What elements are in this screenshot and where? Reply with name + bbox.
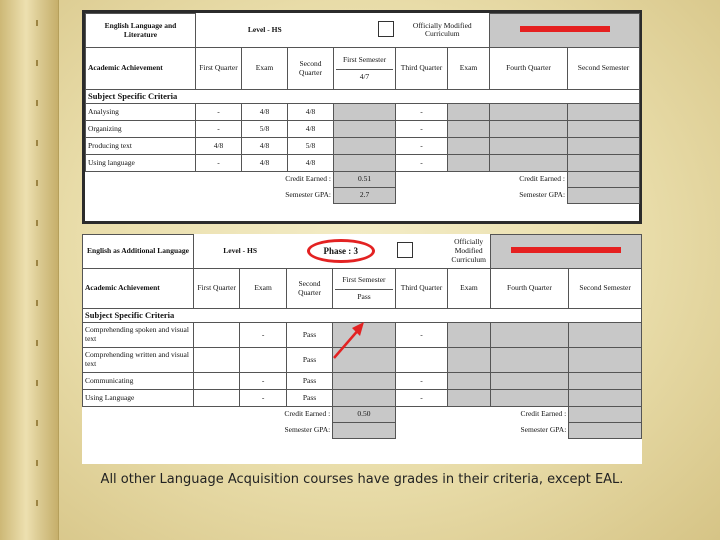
level-cell [196,14,334,48]
semester-cell [334,138,396,155]
grade-exam: 4/8 [242,104,288,121]
table-row [86,104,640,121]
grade-q3: - [395,390,447,407]
col-second-semester: Second Semester [569,269,642,309]
criterion-name: Using language [86,155,196,172]
criteria-header: Subject Specific Criteria [83,309,642,323]
q4-cell [490,390,569,407]
grade-q2: Pass [286,323,332,348]
table-row [83,373,642,390]
gpa-label-2: Semester GPA: [519,190,566,200]
grade-q3 [395,348,447,373]
first-semester-label: First Semester [342,54,387,64]
col-third-quarter: Third Quarter [396,48,448,90]
red-redaction-bar [520,26,610,32]
q4-cell [490,121,568,138]
col-fourth-quarter: Fourth Quarter [490,269,569,309]
modified-curriculum-label: Officially Modified Curriculum [412,20,472,39]
semester-cell [334,121,396,138]
grade-exam: 4/8 [242,138,288,155]
phase-highlight: Phase : 3 [307,239,376,263]
semester-cell [334,155,396,172]
academic-achievement-header: Academic Achievement [86,48,196,90]
semester-cell [333,348,396,373]
table-row [86,138,640,155]
spine-stitch [36,20,38,26]
grade-q2: 5/8 [288,138,334,155]
credit-label-2: Credit Earned : [519,174,566,184]
redacted-mark [490,235,641,269]
table-row [83,323,642,348]
modified-curriculum-checkbox[interactable] [378,21,394,37]
spine-stitch [36,300,38,306]
grade-q2: 4/8 [288,121,334,138]
semester2-cell [568,138,640,155]
credit-value-2 [568,172,640,188]
subject-title: English Language and Literature [86,14,196,48]
gpa-value-2 [568,188,640,204]
gpa-value [333,423,396,439]
q4-cell [490,155,568,172]
table-row [86,121,640,138]
grade-exam: - [240,323,286,348]
red-redaction-bar [511,247,621,253]
first-semester-value: Pass [335,289,393,302]
spine-stitch [36,180,38,186]
spine-stitch [36,380,38,386]
exam-cell [448,348,490,373]
credit-label: Credit Earned : [285,174,332,184]
col-exam: Exam [242,48,288,90]
spine-stitch [36,140,38,146]
criterion-name: Communicating [83,373,194,390]
phase-cell [286,235,395,269]
semester2-cell [569,323,642,348]
first-semester-label: First Semester [342,274,386,284]
level-label: Level - [223,245,246,255]
modified-curriculum-checkbox[interactable] [397,242,413,258]
credit-value-2 [569,407,642,423]
q4-cell [490,323,569,348]
spine-stitch [36,100,38,106]
spine-stitch [36,260,38,266]
credit-label-2: Credit Earned : [520,409,567,419]
exam-cell [448,138,490,155]
subject-title: English as Additional Language [83,235,194,269]
q4-cell [490,138,568,155]
grade-q2: Pass [286,390,332,407]
semester-cell [334,104,396,121]
grade-exam: - [240,390,286,407]
semester2-cell [568,155,640,172]
eal-report [82,234,642,464]
grade-q2: 4/8 [288,104,334,121]
col-first-semester [334,48,396,90]
exam-cell [448,121,490,138]
grade-exam: 4/8 [242,155,288,172]
gpa-value-2 [569,423,642,439]
grade-q3: - [396,155,448,172]
col-first-semester [333,269,396,309]
criterion-name: Using Language [83,390,194,407]
grade-q2: Pass [286,373,332,390]
grade-q1 [193,373,239,390]
criterion-name: Analysing [86,104,196,121]
book-spine [0,0,59,540]
q4-cell [490,104,568,121]
spine-stitch [36,220,38,226]
grade-q3: - [395,373,447,390]
col-first-quarter: First Quarter [196,48,242,90]
grade-q1: - [196,121,242,138]
spine-stitch [36,420,38,426]
col-exam: Exam [240,269,286,309]
semester-cell [333,373,396,390]
grade-q2: Pass [286,348,332,373]
col-first-quarter: First Quarter [193,269,239,309]
semester2-cell [568,121,640,138]
q4-cell [490,373,569,390]
table-row [86,155,640,172]
q4-cell [490,348,569,373]
exam-cell [448,104,490,121]
gpa-label: Semester GPA: [284,425,331,435]
gpa-label: Semester GPA: [285,190,332,200]
col-second-quarter: Second Quarter [288,48,334,90]
exam-cell [448,390,490,407]
col-exam-2: Exam [448,269,490,309]
english-literature-report [82,10,642,224]
criterion-name: Organizing [86,121,196,138]
semester2-cell [568,104,640,121]
criterion-name: Producing text [86,138,196,155]
grade-q2: 4/8 [288,155,334,172]
grade-q3: - [396,138,448,155]
grade-q3: - [396,104,448,121]
col-second-quarter: Second Quarter [286,269,332,309]
semester-cell [333,323,396,348]
grade-q1 [193,390,239,407]
level-label: Level - [247,24,270,34]
exam-cell [448,155,490,172]
spine-stitch [36,460,38,466]
gpa-value: 2.7 [334,188,396,204]
exam-cell [448,373,490,390]
gpa-label-2: Semester GPA: [520,425,567,435]
credit-value: 0.51 [334,172,396,188]
first-semester-value: 4/7 [336,69,393,82]
spine-stitch [36,340,38,346]
semester2-cell [569,390,642,407]
credit-label: Credit Earned : [284,409,331,419]
grade-q1 [193,348,239,373]
criterion-name: Comprehending written and visual text [83,348,194,373]
redacted-mark [490,14,640,48]
modified-curriculum-label: Officially Modified Curriculum [451,237,486,264]
level-value: HS [247,245,258,255]
grade-table-eal [82,234,642,439]
grade-q3: - [395,323,447,348]
grade-table-english-literature [85,13,640,204]
level-value: HS [271,24,282,34]
spine-stitch [36,60,38,66]
checkbox-cell [334,14,396,48]
slide-caption: All other Language Acquisition courses have grades in their criteria, except EAL. [100,472,624,487]
grade-q1: - [196,104,242,121]
academic-achievement-header: Academic Achievement [83,269,194,309]
criterion-name: Comprehending spoken and visual text [83,323,194,348]
grade-q3: - [396,121,448,138]
col-second-semester: Second Semester [568,48,640,90]
grade-exam: - [240,373,286,390]
col-third-quarter: Third Quarter [395,269,447,309]
checkbox-cell [395,235,447,269]
grade-q1: - [196,155,242,172]
semester-cell [333,390,396,407]
credit-value: 0.50 [333,407,396,423]
table-row [83,348,642,373]
table-row [83,390,642,407]
grade-exam: 5/8 [242,121,288,138]
semester2-cell [569,373,642,390]
criteria-header: Subject Specific Criteria [86,90,640,104]
grade-q1 [193,323,239,348]
grade-q1: 4/8 [196,138,242,155]
grade-exam [240,348,286,373]
col-exam-2: Exam [448,48,490,90]
col-fourth-quarter: Fourth Quarter [490,48,568,90]
exam-cell [448,323,490,348]
spine-stitch [36,500,38,506]
level-cell [193,235,286,269]
semester2-cell [569,348,642,373]
